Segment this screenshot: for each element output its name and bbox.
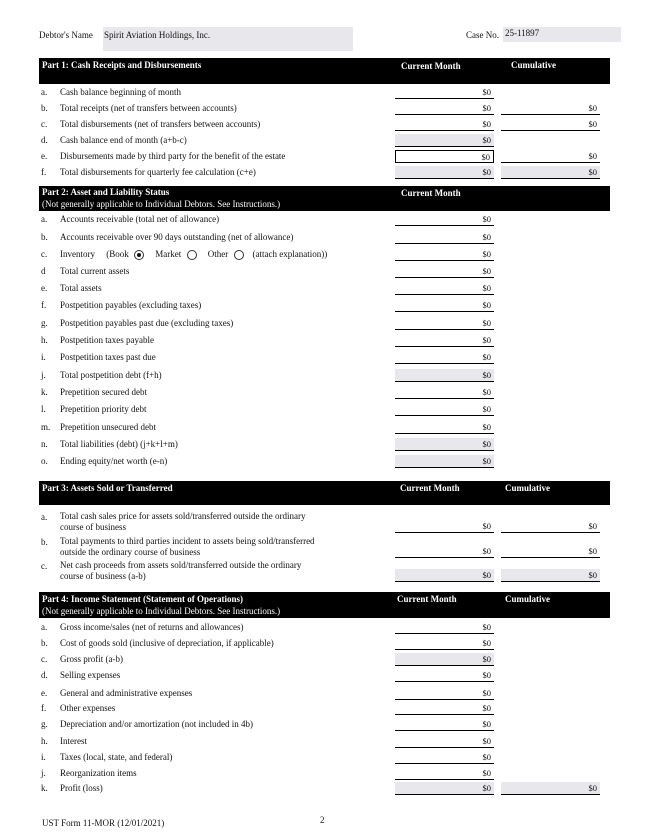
row-letter: f. <box>41 300 47 310</box>
row-label: Prepetition priority debt <box>60 404 147 414</box>
row-letter: f. <box>41 703 47 713</box>
inventory-note: (attach explanation)) <box>252 249 328 259</box>
row-letter: k. <box>41 783 48 793</box>
row-label-line2: outside the ordinary course of business <box>60 547 201 557</box>
current-month-value[interactable]: $0 <box>395 545 494 558</box>
row-label: Gross income/sales (net of returns and allowances) <box>60 622 244 632</box>
current-month-value[interactable]: $0 <box>395 299 494 312</box>
part2-header <box>39 186 610 211</box>
row-label: Profit (loss) <box>60 783 103 793</box>
row-label: Postpetition taxes payable <box>60 335 154 345</box>
row-letter: e. <box>41 151 48 161</box>
part4-title: Part 4: Income Statement (Statement of Operations) <box>42 594 243 604</box>
current-month-value[interactable]: $0 <box>395 687 494 700</box>
part4-header <box>39 592 610 618</box>
row-letter: f. <box>41 167 47 177</box>
current-month-value[interactable]: $0 <box>395 735 494 748</box>
row-letter: m. <box>41 422 51 432</box>
row-label-line2: course of business <box>60 522 126 532</box>
inventory-open-paren: ( <box>106 249 110 259</box>
row-letter: j. <box>41 370 46 380</box>
current-month-value[interactable]: $0 <box>395 213 494 226</box>
inventory-market-radio[interactable] <box>187 250 197 260</box>
current-month-value[interactable]: $0 <box>395 231 494 244</box>
row-letter: d <box>41 266 46 276</box>
current-month-value: $0 <box>395 438 494 451</box>
cumulative-value: $0 <box>501 102 600 115</box>
row-letter: b. <box>41 537 48 547</box>
cumulative-value: $0 <box>501 569 600 582</box>
cumulative-value: $0 <box>501 118 600 131</box>
row-letter: d. <box>41 670 48 680</box>
current-month-value: $0 <box>395 653 494 666</box>
row-letter: a. <box>41 622 48 632</box>
row-letter: c. <box>41 561 48 571</box>
current-month-value[interactable]: $0 <box>395 751 494 764</box>
part1-title: Part 1: Cash Receipts and Disbursements <box>42 60 202 70</box>
case-no-label: Case No. <box>466 30 499 40</box>
case-no-field <box>503 27 621 42</box>
row-letter: c. <box>41 119 48 129</box>
row-label: Total liabilities (debt) (j+k+l+m) <box>60 439 178 449</box>
current-month-value[interactable]: $0 <box>395 334 494 347</box>
inventory-book-label: Book <box>109 249 129 259</box>
row-label: Postpetition taxes past due <box>60 352 156 362</box>
row-label: Gross profit (a-b) <box>60 654 123 664</box>
current-month-value[interactable]: $0 <box>395 265 494 278</box>
inventory-market-label: Market <box>155 249 182 259</box>
row-letter: a. <box>41 214 48 224</box>
debtor-name-label: Debtor's Name <box>39 30 93 40</box>
part1-col-cumulative: Cumulative <box>511 60 556 70</box>
row-label: Reorganization items <box>60 768 137 778</box>
part4-col-current: Current Month <box>397 594 457 604</box>
row-label-line1: Total cash sales price for assets sold/transferred outside the ordinary <box>60 511 306 521</box>
row-label: Interest <box>60 736 87 746</box>
current-month-value[interactable]: $0 <box>395 282 494 295</box>
row-letter: e. <box>41 688 48 698</box>
row-letter: g. <box>41 318 48 328</box>
current-month-value: $0 <box>395 569 494 582</box>
row-label-line1: Net cash proceeds from assets sold/transferred outside the ordinary <box>60 560 302 570</box>
inventory-other-radio[interactable] <box>234 250 244 260</box>
part3-title: Part 3: Assets Sold or Transferred <box>42 483 173 493</box>
row-label: Total disbursements (net of transfers between accounts) <box>60 119 261 129</box>
row-label: Depreciation and/or amortization (not included in 4b) <box>60 719 253 729</box>
row-letter: b. <box>41 232 48 242</box>
row-label: Taxes (local, state, and federal) <box>60 752 173 762</box>
row-letter: j. <box>41 768 46 778</box>
case-no-value: 25-11897 <box>505 28 540 38</box>
inventory-options <box>60 249 327 260</box>
part2-title: Part 2: Asset and Liability Status <box>42 187 170 197</box>
row-letter: c. <box>41 654 48 664</box>
current-month-value: $0 <box>395 102 494 115</box>
row-label: Other expenses <box>60 703 116 713</box>
current-month-value[interactable]: $0 <box>395 669 494 682</box>
row-letter: k. <box>41 387 48 397</box>
row-label: Accounts receivable (total net of allowance) <box>60 214 220 224</box>
current-month-value[interactable]: $0 <box>395 637 494 650</box>
row-label: Selling expenses <box>60 670 121 680</box>
part3-col-current: Current Month <box>400 483 460 493</box>
row-label: Cash balance end of month (a+b-c) <box>60 135 187 145</box>
current-month-value: $0 <box>395 782 494 795</box>
current-month-value[interactable]: $0 <box>395 767 494 780</box>
row-letter: b. <box>41 638 48 648</box>
row-label-line2: course of business (a-b) <box>60 571 146 581</box>
row-letter: b. <box>41 103 48 113</box>
current-month-value: $0 <box>395 134 494 147</box>
row-label: Accounts receivable over 90 days outstanding (net of allowance) <box>60 232 294 242</box>
debtor-name-value: Spirit Aviation Holdings, Inc. <box>104 30 211 40</box>
current-month-value[interactable]: $0 <box>395 317 494 330</box>
current-month-value[interactable]: $0 <box>395 248 494 261</box>
current-month-value[interactable]: $0 <box>395 718 494 731</box>
cumulative-value: $0 <box>501 166 600 179</box>
row-letter: h. <box>41 736 48 746</box>
cumulative-value: $0 <box>501 150 600 163</box>
row-label: Total current assets <box>60 266 130 276</box>
row-label: Disbursements made by third party for the benefit of the estate <box>60 151 286 161</box>
current-month-value[interactable]: $0 <box>395 386 494 399</box>
row-label-line1: Total payments to third parties incident to assets being sold/transferred <box>60 536 315 546</box>
current-month-value[interactable]: $0 <box>395 621 494 634</box>
row-letter: c. <box>41 249 48 259</box>
part1-header <box>39 58 610 84</box>
row-letter: l. <box>41 404 46 414</box>
cumulative-value[interactable]: $0 <box>501 520 600 533</box>
part3-header <box>39 481 610 505</box>
row-letter: i. <box>41 752 46 762</box>
part4-col-cumulative: Cumulative <box>505 594 550 604</box>
row-letter: a. <box>41 87 48 97</box>
current-month-value[interactable]: $0 <box>395 150 494 163</box>
current-month-value: $0 <box>395 455 494 468</box>
inventory-label: Inventory <box>60 249 95 259</box>
current-month-value: $0 <box>395 166 494 179</box>
row-label: Prepetition unsecured debt <box>60 422 156 432</box>
page-number: 2 <box>320 815 325 825</box>
current-month-value[interactable]: $0 <box>395 520 494 533</box>
cumulative-value: $0 <box>501 782 600 795</box>
part2-col-current: Current Month <box>401 188 461 198</box>
cumulative-value[interactable]: $0 <box>501 545 600 558</box>
row-letter: h. <box>41 335 48 345</box>
part4-subtitle: (Not generally applicable to Individual Debtors. See Instructions.) <box>42 606 281 616</box>
row-label: Cost of goods sold (inclusive of depreciation, if applicable) <box>60 638 274 648</box>
row-label: Cash balance beginning of month <box>60 87 181 97</box>
inventory-book-radio[interactable] <box>134 250 144 260</box>
row-label: General and administrative expenses <box>60 688 193 698</box>
row-label: Prepetition secured debt <box>60 387 147 397</box>
part2-subtitle: (Not generally applicable to Individual Debtors. See Instructions.) <box>42 199 281 209</box>
row-label: Postpetition payables past due (excluding taxes) <box>60 318 234 328</box>
debtor-name-field <box>103 27 353 51</box>
part3-col-cumulative: Cumulative <box>505 483 550 493</box>
row-letter: e. <box>41 283 48 293</box>
row-label: Total postpetition debt (f+h) <box>60 370 162 380</box>
current-month-value: $0 <box>395 369 494 382</box>
current-month-value[interactable]: $0 <box>395 403 494 416</box>
row-letter: g. <box>41 719 48 729</box>
current-month-value[interactable]: $0 <box>395 702 494 715</box>
current-month-value[interactable]: $0 <box>395 86 494 99</box>
row-label: Postpetition payables (excluding taxes) <box>60 300 202 310</box>
current-month-value: $0 <box>395 118 494 131</box>
row-letter: d. <box>41 135 48 145</box>
row-label: Total assets <box>60 283 102 293</box>
row-letter: o. <box>41 456 48 466</box>
part1-col-current: Current Month <box>401 61 461 71</box>
inventory-other-label: Other <box>207 249 229 259</box>
row-label: Total receipts (net of transfers between accounts) <box>60 103 237 113</box>
current-month-value[interactable]: $0 <box>395 351 494 364</box>
row-label: Ending equity/net worth (e-n) <box>60 456 168 466</box>
form-id: UST Form 11-MOR (12/01/2021) <box>42 818 165 828</box>
row-letter: i. <box>41 352 46 362</box>
current-month-value[interactable]: $0 <box>395 421 494 434</box>
row-letter: n. <box>41 439 48 449</box>
row-letter: a. <box>41 512 48 522</box>
row-label: Total disbursements for quarterly fee calculation (c+e) <box>60 167 256 177</box>
